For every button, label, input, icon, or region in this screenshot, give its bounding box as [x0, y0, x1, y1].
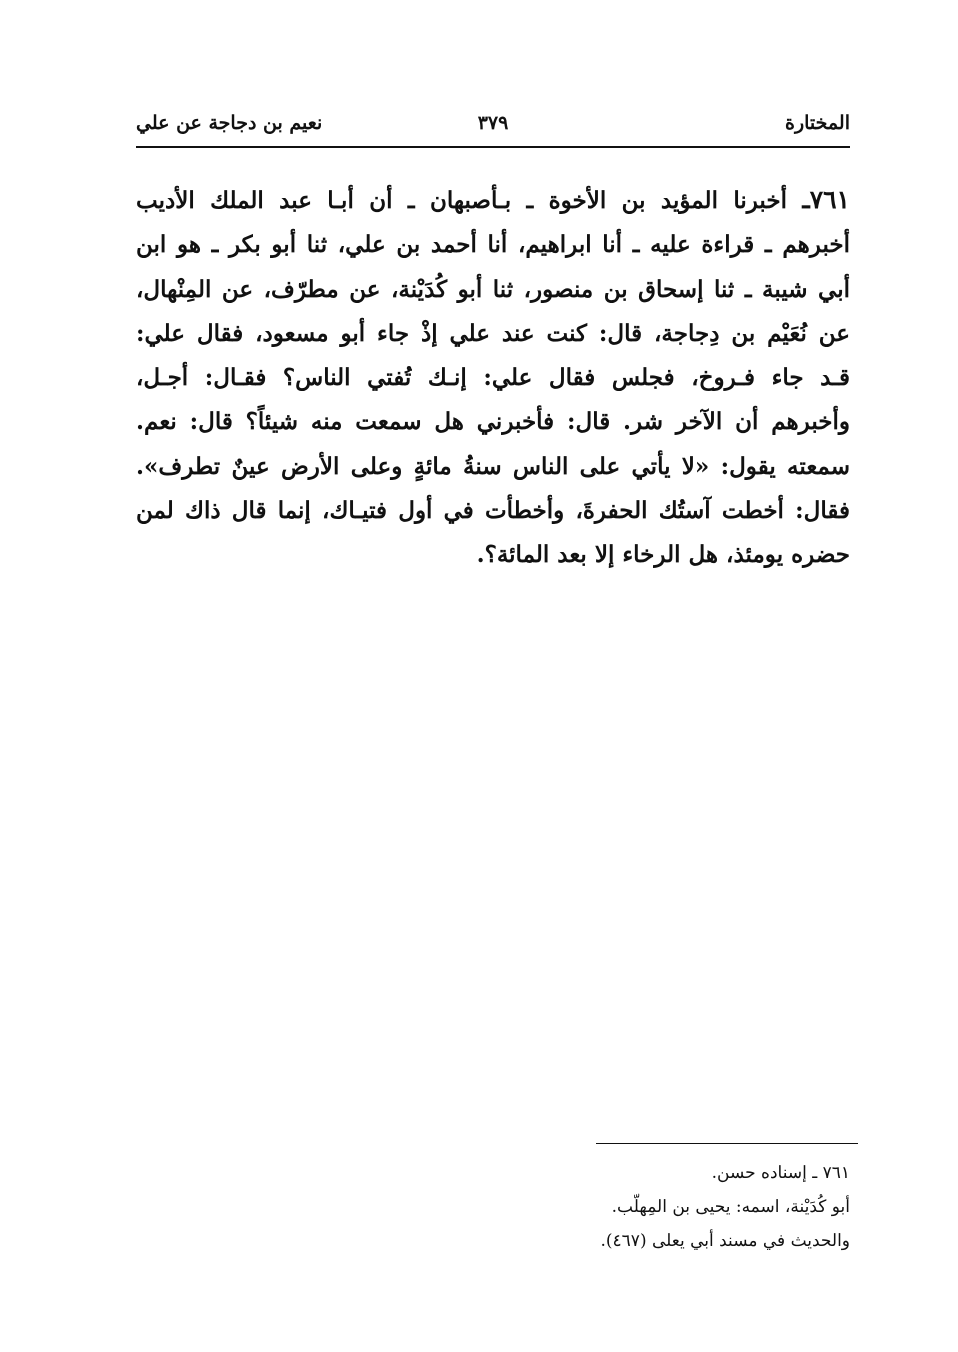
page-number: ٣٧٩ — [477, 112, 509, 134]
text-line-7: سمعته يقول: «لا يأتي على الناس سنةُ مائةٍ وعلى الأرض عينٌ تطرف». — [136, 452, 850, 480]
footnote-line-3: والحديث في مسند أبي يعلى (٤٦٧). — [600, 1231, 850, 1251]
page-header — [136, 112, 850, 146]
text-line-8: فقال: أخطت آستُك الحفرةَ، وأخطأت في أول فتيـاك، إنما قال ذاك لمن — [136, 497, 850, 525]
text-line-1 — [136, 178, 850, 223]
chapter-title: نعيم بن دجاجة عن علي — [136, 112, 323, 134]
text-line-3: أبي شيبة ـ ثنا إسحاق بن منصور، ثنا أبو كُدَيْنة، عن مطرّف، عن المِنْهال، — [136, 275, 850, 303]
book-title: المختارة — [785, 112, 850, 134]
hadith-number: ٧٦١ـ — [802, 185, 850, 214]
text-line-5: قـد جاء فـروخ، فجلس فقال علي: إنـك تُفتي الناس؟ فقـال: أجـل، — [136, 364, 850, 392]
text-line-1-content: أخبرنا المؤيد بن الأخوة ـ بـأصبهان ـ أن أبـا عبد الملك الأديب — [136, 187, 787, 214]
header-divider — [136, 146, 850, 148]
text-line-9: حضره يومئذ، هل الرخاء إلا بعد المائة؟. — [476, 541, 850, 569]
text-line-6: وأخبرهم أن الآخر شر. قال: فأخبرني هل سمعت منه شيئاً؟ قال: نعم. — [136, 408, 850, 436]
text-line-4: عن نُعَيْم بن دِجاجة، قال: كنت عند علي إذْ جاء أبو مسعود، فقال علي: — [136, 319, 850, 347]
footnote-line-2: أبو كُدَيْنة، اسمه: يحيى بن المِهلّب. — [611, 1197, 850, 1217]
hadith-text — [136, 178, 850, 578]
footnote-divider — [596, 1143, 858, 1144]
text-line-2: أخبرهم ـ قراءة عليه ـ أنا ابراهيم، أنا أحمد بن علي، ثنا أبو بكر ـ هو ابن — [136, 231, 850, 259]
footnotes — [400, 1156, 850, 1258]
footnote-line-1: ٧٦١ ـ إسناده حسن. — [711, 1163, 850, 1183]
